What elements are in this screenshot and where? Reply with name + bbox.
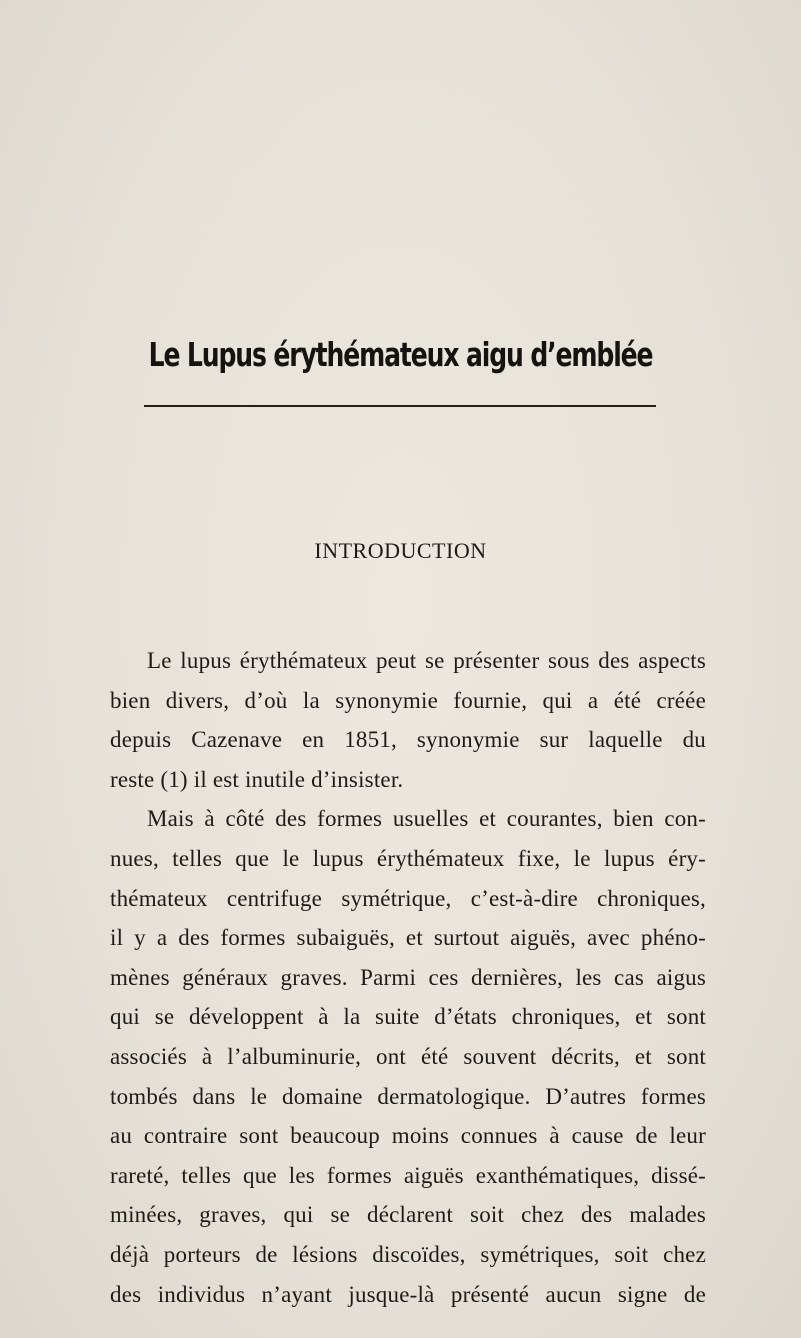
text-line: mènes généraux graves. Parmi ces dernières, les cas aigus	[110, 964, 706, 990]
text-line: tombés dans le domaine dermatologique. D’autres formes	[110, 1083, 706, 1109]
text-line: rareté, telles que les formes aiguës exanthématiques, dissé-	[110, 1162, 706, 1188]
text-line: Mais à côté des formes usuelles et courantes, bien con-	[147, 806, 706, 832]
text-line: nues, telles que le lupus érythémateux fixe, le lupus éry-	[110, 845, 706, 871]
text-line: Le lupus érythémateux peut se présenter sous des aspects	[147, 648, 706, 673]
text-line: bien divers, d’où la synonymie fournie, qui a été créée	[110, 687, 706, 713]
text-line: thémateux centrifuge symétrique, c’est-à-dire chroniques,	[110, 885, 706, 911]
document-title: Le Lupus érythémateux aigu d’emblée	[148, 335, 653, 374]
section-heading: INTRODUCTION	[314, 538, 487, 563]
text-line: des individus n’ayant jusque-là présenté aucun signe de	[110, 1281, 706, 1307]
text-line: minées, graves, qui se déclarent soit chez des malades	[110, 1202, 706, 1228]
text-line: au contraire sont beaucoup moins connues à cause de leur	[110, 1123, 706, 1149]
title-rule-divider	[144, 405, 656, 407]
text-line: reste (1) il est inutile d’insister.	[110, 766, 404, 792]
body-text	[110, 641, 706, 1314]
text-line: depuis Cazenave en 1851, synonymie sur laquelle du	[110, 727, 706, 753]
text-line: déjà porteurs de lésions discoïdes, symétriques, soit chez	[110, 1241, 706, 1267]
text-line: qui se développent à la suite d’états chroniques, et sont	[110, 1004, 706, 1030]
text-line: il y a des formes subaiguës, et surtout aiguës, avec phéno-	[110, 925, 706, 951]
text-line: associés à l’albuminurie, ont été souvent décrits, et sont	[110, 1043, 706, 1069]
